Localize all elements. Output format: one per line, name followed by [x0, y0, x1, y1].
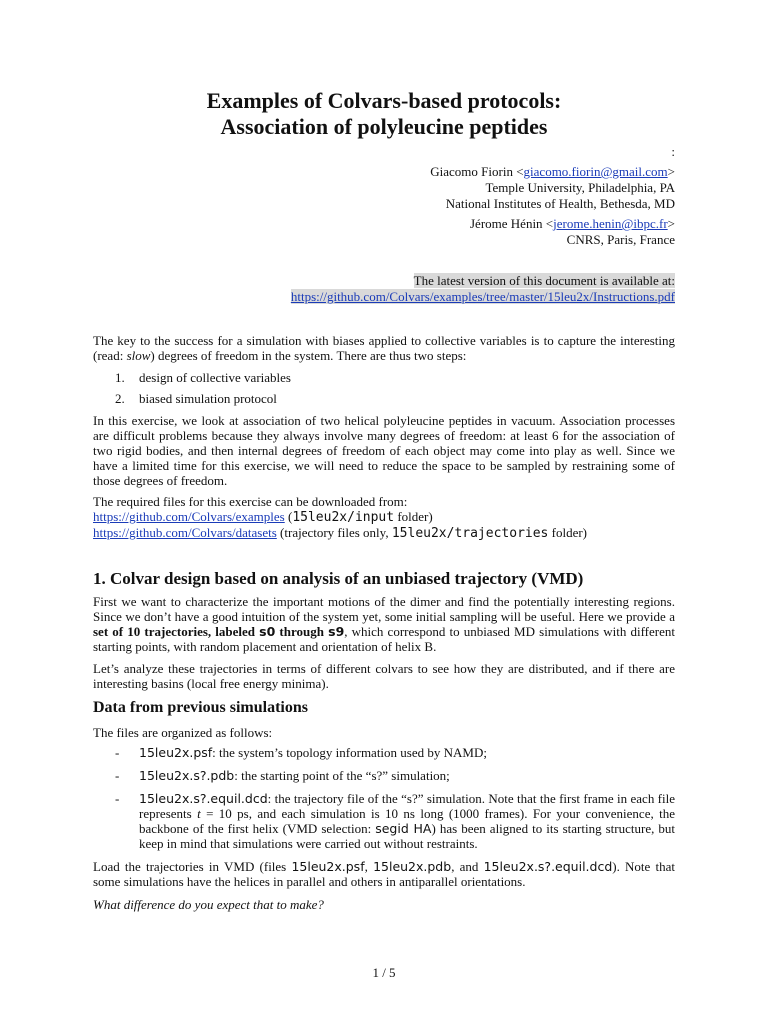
download-paragraph: The required files for this exercise can be downloaded from: https://github.com/Colvars/examples (15leu2x/input folder) https://github.com/Colvars/datasets (trajectory files only, 15leu2x/trajectories folder) [93, 494, 675, 541]
section-1-heading: 1. Colvar design based on analysis of an unbiased trajectory (VMD) [93, 569, 584, 588]
datasets-repo-link[interactable]: https://github.com/Colvars/datasets [93, 525, 277, 540]
list-item: - 15leu2x.s?.equil.dcd: the trajectory file of the “s?” simulation. Note that the first frame in each file represents t = 10 ps, and each simulation is 10 ns long (1000 frames). For your convenience, the backbone of the first helix (VMD selection: segid HA) has been aligned to its starting structure, but keep in mind that simulations were carried out without restraints. [115, 791, 675, 851]
author-1-email-link[interactable]: giacomo.fiorin@gmail.com [523, 164, 668, 179]
list-item: - 15leu2x.s?.pdb: the starting point of the “s?” simulation; [115, 768, 450, 783]
list-item: 1. design of collective variables [115, 370, 291, 385]
title-line-1: Examples of Colvars-based protocols: [206, 88, 562, 113]
title-line-2: Association of polyleucine peptides [220, 114, 548, 139]
steps-list [93, 370, 675, 406]
section-1-paragraph-2: Let’s analyze these trajectories in terms of different colvars to see how they are distributed, and if there are interesting basins (local free energy minima). [93, 661, 675, 691]
author-1-name: Giacomo Fiorin <giacomo.fiorin@gmail.com> [430, 164, 675, 179]
author-1-affiliation-1: Temple University, Philadelphia, PA [485, 180, 675, 195]
latest-version-note [291, 273, 675, 304]
download-line-2: https://github.com/Colvars/datasets (trajectory files only, 15leu2x/trajectories folder) [93, 525, 588, 541]
page-number: 1 / 5 [372, 965, 396, 980]
latest-version-link[interactable]: https://github.com/Colvars/examples/tree/master/15leu2x/Instructions.pdf [290, 289, 675, 304]
question-line: What difference do you expect that to make? [93, 897, 324, 912]
latest-version-text: The latest version of this document is available at: [413, 273, 675, 288]
files-list [93, 745, 675, 851]
author-2-affiliation-1: CNRS, Paris, France [566, 232, 675, 247]
intro-paragraph-2: In this exercise, we look at association of two helical polyleucine peptides in vacuum. Association processes are difficult problems because they always involve many degrees of freedom: at least 6 for the association of two rigid bodies, and then internal degrees of freedom of each object may come into play as well. Since we have a limited time for this exercise, we will need to reduce the space to be sampled by restraining some of those degrees of freedom. [93, 413, 675, 488]
section-2-heading: Data from previous simulations [93, 699, 308, 716]
load-paragraph: Load the trajectories in VMD (files 15leu2x.psf, 15leu2x.pdb, and 15leu2x.s?.equil.dcd). Note that some simulations have the helices in parallel and others in antiparallel orientations. [93, 859, 676, 889]
author-2-name: Jérome Hénin <jerome.henin@ibpc.fr> [470, 216, 675, 231]
author-2-email-link[interactable]: jerome.henin@ibpc.fr [553, 216, 668, 231]
download-line-1: https://github.com/Colvars/examples (15leu2x/input folder) [93, 509, 433, 525]
colon-mark: : [671, 144, 675, 159]
list-item: - 15leu2x.psf: the system’s topology information used by NAMD; [115, 745, 487, 760]
intro-paragraph-1: The key to the success for a simulation with biases applied to collective variables is to capture the interesting (read: slow) degrees of freedom in the system. There are thus two steps: [93, 333, 675, 363]
author-1-affiliation-2: National Institutes of Health, Bethesda, MD [445, 196, 675, 211]
author-1 [430, 164, 675, 211]
files-intro: The files are organized as follows: [93, 725, 273, 740]
list-item: 2. biased simulation protocol [115, 391, 277, 406]
author-2 [470, 216, 675, 247]
section-1-paragraph-1: First we want to characterize the important motions of the dimer and find the potentially interesting regions. Since we don’t have a good intuition of the system yet, some initial sampling will be useful. Here we provide a set of 10 trajectories, labeled s0 through s9, which correspond to unbiased MD simulations with different starting points, with random placement and orientation of helix B. [93, 594, 675, 654]
examples-repo-link[interactable]: https://github.com/Colvars/examples [93, 509, 285, 524]
